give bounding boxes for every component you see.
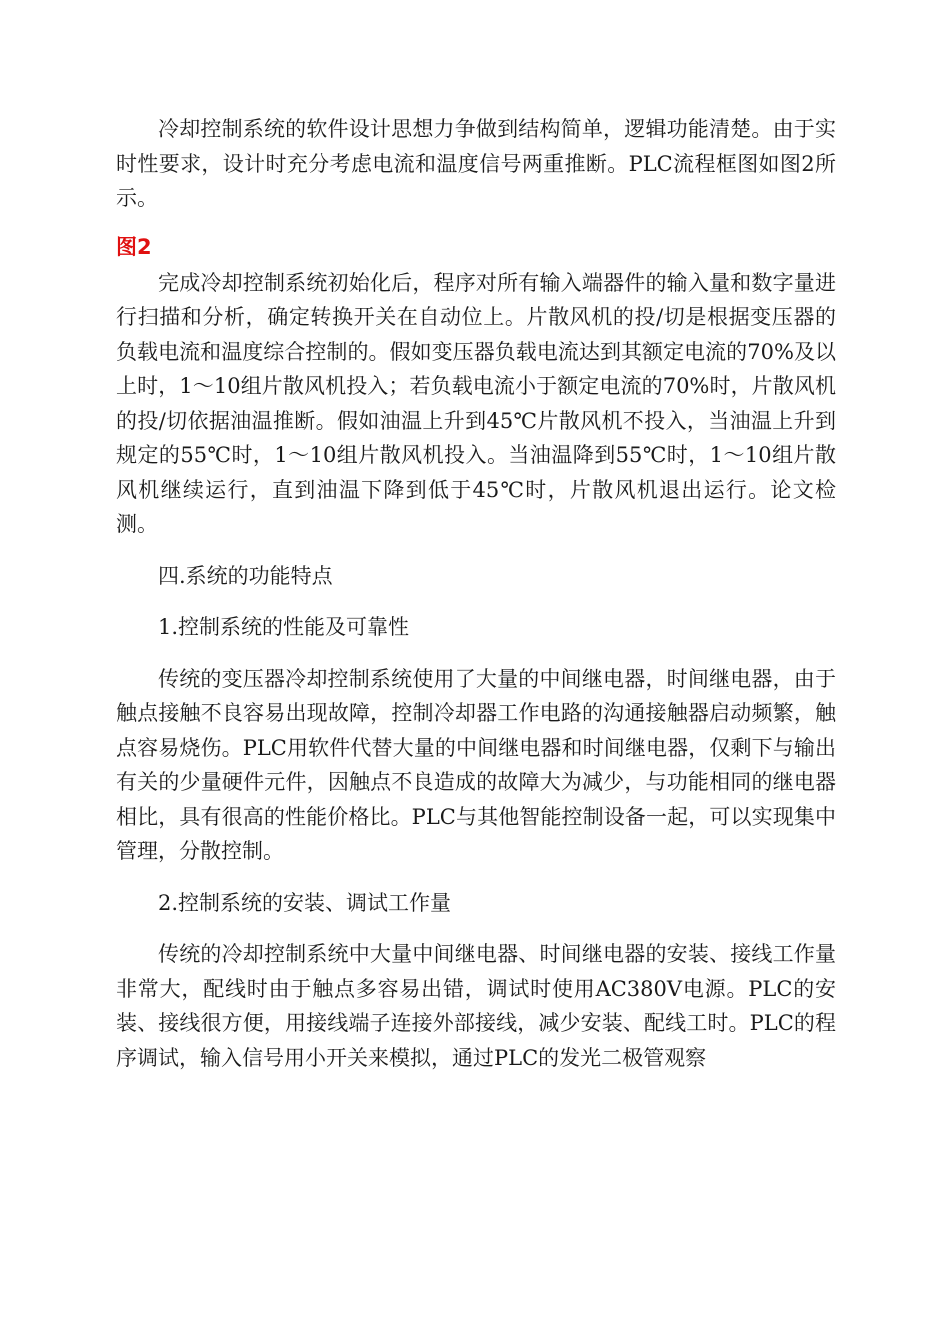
section-heading: 四.系统的功能特点: [158, 563, 333, 588]
paragraph-performance: 传统的变压器冷却控制系统使用了大量的中间继电器，时间继电器，由于触点接触不良容易出现故障，控制冷却器工作电路的沟通接触器启动频繁，触点容易烧伤。PLC用软件代替大量的中间继电器和时间继电器，仅剩下与输出有关的少量硬件元件，因触点不良造成的故障大为减少，与功能相同的继电器相比，具有很高的性能价格比。PLC与其他智能控制设备一起，可以实现集中管理，分散控制。: [116, 666, 836, 863]
paragraph-installation: 传统的冷却控制系统中大量中间继电器、时间继电器的安装、接线工作量非常大，配线时由于触点多容易出错，调试时使用AC380V电源。PLC的安装、接线很方便，用接线端子连接外部接线，减少安装、配线工时。PLC的程序调试，输入信号用小开关来模拟，通过PLC的发光二极管观察: [116, 942, 836, 1070]
subsection-heading-performance: 1.控制系统的性能及可靠性: [158, 615, 410, 639]
paragraph-control-logic: 完成冷却控制系统初始化后，程序对所有输入端器件的输入量和数字量进行扫描和分析，确定转换开关在自动位上。片散风机的投/切是根据变压器的负载电流和温度综合控制的。假如变压器负载电流达到其额定电流的70%及以上时，1～10组片散风机投入；若负载电流小于额定电流的70%时，片散风机的投/切依据油温推断。假如油温上升到45℃片散风机不投入，当油温上升到规定的55℃时，1～10组片散风机投入。当油温降到55℃时，1～10组片散风机继续运行，直到油温下降到低于45℃时，片散风机退出运行。论文检测。: [116, 270, 836, 536]
subsection-heading-installation: 2.控制系统的安装、调试工作量: [158, 890, 452, 915]
paragraph-software-design: 冷却控制系统的软件设计思想力争做到结构简单，逻辑功能清楚。由于实时性要求，设计时充分考虑电流和温度信号两重推断。PLC流程框图如图2所示。: [116, 117, 836, 210]
document-page: [116, 112, 836, 1075]
figure-label: 图2: [116, 234, 152, 259]
